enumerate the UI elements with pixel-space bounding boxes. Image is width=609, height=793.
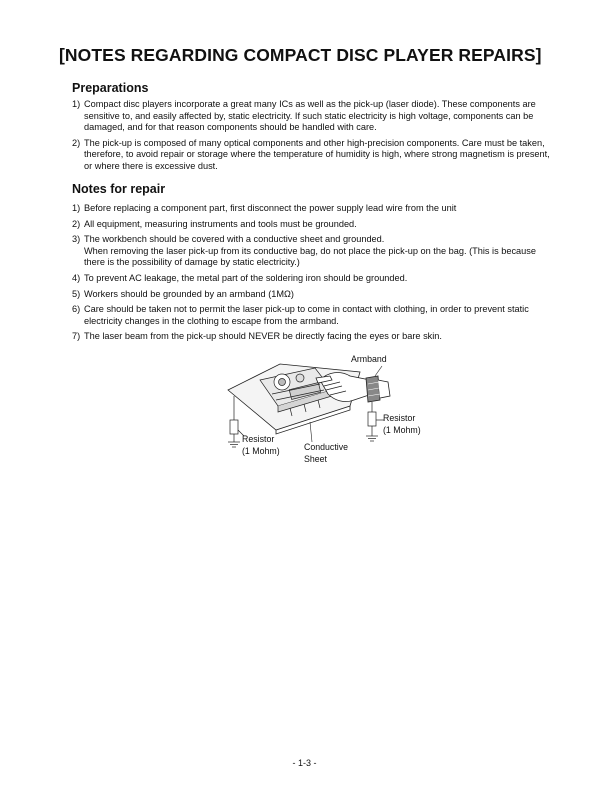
notes-heading: Notes for repair — [72, 182, 166, 196]
list-item — [72, 273, 550, 285]
sheet-text: Sheet — [304, 453, 327, 464]
resistor-left-value: (1 Mohm) — [242, 445, 280, 456]
resistor-right-text: Resistor — [383, 413, 416, 423]
armband-label: Armband — [351, 354, 387, 364]
item-number: 2) — [72, 218, 81, 229]
sheet-leader-line — [310, 422, 312, 442]
list-item — [72, 99, 550, 134]
item-text: Workers should be grounded by an armband (1MΩ) — [84, 288, 294, 299]
preparations-list — [72, 99, 550, 173]
list-item — [72, 289, 550, 301]
item-number: 5) — [72, 288, 81, 299]
item-text: The workbench should be covered with a conductive sheet and grounded. — [84, 234, 385, 245]
item-number: 7) — [72, 331, 81, 342]
conductive-sheet-label — [304, 442, 348, 465]
item-text: The pick-up is composed of many optical components and other high-precision components. Care must be taken, therefore, to avoid repair or storage where the temperature of humidity is high, where strong magnetism is present, or where there is excessive dust. — [84, 137, 550, 171]
item-text: The laser beam from the pick-up should NEVER be directly facing the eyes or bare skin. — [84, 331, 442, 342]
grounding-illustration — [220, 350, 460, 475]
resistor-right-value: (1 Mohm) — [383, 424, 421, 435]
resistor-right-label — [383, 413, 421, 436]
list-item — [72, 203, 550, 215]
conductive-text: Conductive — [304, 442, 349, 452]
preparations-heading: Preparations — [72, 81, 149, 95]
item-number: 1) — [72, 99, 81, 109]
page-title: [NOTES REGARDING COMPACT DISC PLAYER REPAIRS] — [59, 45, 542, 65]
item-number: 2) — [72, 137, 81, 148]
item-number: 1) — [72, 203, 81, 213]
item-number: 6) — [72, 304, 81, 315]
right-ground-circuit — [366, 402, 384, 441]
item-number: 3) — [72, 234, 81, 245]
item-text-continued: When removing the laser pick-up from its conductive bag, do not place the pick-up on the bag. (This is because there is the possibility of damage by static electricity.) — [84, 245, 536, 268]
item-text: Before replacing a component part, first disconnect the power supply lead wire from the unit — [84, 203, 457, 213]
notes-list — [72, 203, 550, 343]
item-text: Care should be taken not to permit the laser pick-up to come in contact with clothing, in order to prevent static electricity changes in the clothing to escape from the armband. — [84, 304, 529, 326]
list-item — [72, 331, 550, 343]
resistor-left-text: Resistor — [242, 434, 275, 444]
item-text: All equipment, measuring instruments and tools must be grounded. — [84, 218, 357, 229]
item-text: To prevent AC leakage, the metal part of the soldering iron should be grounded. — [84, 272, 408, 283]
page-number: - 1-3 - — [292, 758, 317, 768]
list-item — [72, 219, 550, 231]
item-text: Compact disc players incorporate a great many ICs as well as the pick-up (laser diode). These components are sensitive to, and easily affected by, static electricity. If such static electricity is high voltage, components can be damaged, and for that reason components should be handled with care. — [84, 99, 536, 133]
list-item — [72, 234, 550, 269]
item-number: 4) — [72, 272, 81, 283]
list-item — [72, 138, 550, 173]
resistor-left-label — [242, 434, 280, 457]
list-item — [72, 304, 550, 327]
armband — [366, 376, 390, 402]
